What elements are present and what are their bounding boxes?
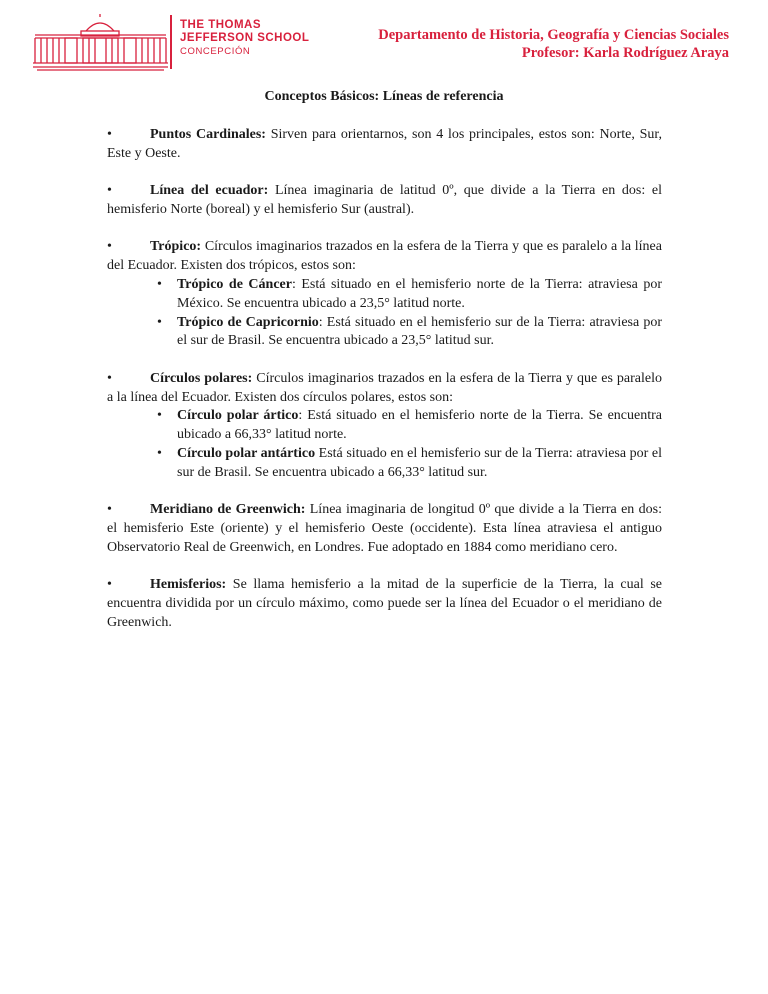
bullet-icon: • — [107, 183, 112, 199]
concept-definition: Sirven para orientarnos, son 4 los principales, estos son: Norte, Sur, Este y Oeste. — [107, 127, 663, 161]
concept-item — [107, 126, 662, 164]
sub-concept-definition: : Está situado en el hemisferio norte de la Tierra: atraviesa por México. Se encuentra ubicado a 23,5° latitud norte. — [177, 276, 662, 311]
sub-concept-definition: : Está situado en el hemisferio sur de la Tierra: atraviesa por el sur de Brasil. Se encuentra ubicado a 23,5° latitud sur. — [177, 314, 662, 349]
concept-item — [107, 238, 662, 351]
sub-concept-item — [157, 276, 662, 314]
department-name: Departamento de Historia, Geografía y Ciencias Sociales — [378, 27, 729, 43]
concept-item — [107, 501, 662, 557]
school-name — [180, 19, 309, 58]
bullet-icon: • — [107, 370, 112, 386]
concept-term: Línea del ecuador: — [150, 183, 269, 199]
concept-item — [107, 576, 662, 632]
sub-concept-item — [157, 314, 662, 352]
concept-term: Hemisferios: — [150, 577, 227, 593]
concept-term: Círculos polares: — [150, 370, 253, 386]
logo-divider — [170, 15, 172, 69]
sub-concept-term: Trópico de Capricornio — [177, 314, 319, 330]
bullet-icon: • — [107, 577, 112, 593]
department-header — [378, 26, 729, 62]
bullet-icon: • — [107, 239, 112, 255]
concept-term: Meridiano de Greenwich: — [150, 502, 306, 518]
school-city: CONCEPCIÓN — [180, 46, 251, 57]
sub-concept-item — [157, 445, 662, 483]
concept-term: Trópico: — [150, 239, 202, 255]
bullet-icon: • — [157, 276, 162, 292]
sub-concept-term: Círculo polar ártico — [177, 408, 299, 424]
concept-definition: Línea imaginaria de longitud 0º que divide a la Tierra en dos: el hemisferio Este (oriente) y el hemisferio Oeste (occidente). Esta línea atraviesa el antiguo Observatorio Real de Greenwich, en Londres. Fue adoptado en 1884 como meridiano cero. — [107, 502, 662, 555]
bullet-icon: • — [107, 502, 112, 518]
bullet-icon: • — [107, 127, 112, 142]
sub-concept-term: Círculo polar antártico — [177, 445, 316, 461]
concept-item — [107, 182, 662, 220]
sub-concept-list — [107, 407, 662, 482]
concept-definition: Se llama hemisferio a la mitad de la superficie de la Tierra, la cual se encuentra dividida por un círculo máximo, como puede ser la línea del Ecuador o el meridiano de Greenwich. — [107, 577, 662, 630]
school-logo-building — [33, 13, 168, 71]
sub-concept-list — [107, 276, 662, 351]
concept-definition: Círculos imaginarios trazados en la esfera de la Tierra y que es paralelo a la línea del Ecuador. Existen dos trópicos, estos son: — [107, 239, 662, 274]
sub-concept-definition: : Está situado en el hemisferio norte de la Tierra. Se encuentra ubicado a 66,33° latitud norte. — [177, 408, 663, 443]
teacher-name: Profesor: Karla Rodríguez Araya — [521, 45, 729, 61]
page-title: Conceptos Básicos: Líneas de referencia — [264, 89, 504, 104]
bullet-icon: • — [157, 314, 162, 330]
school-name-line2: JEFFERSON SCHOOL — [180, 32, 310, 44]
concept-list — [107, 126, 662, 651]
sub-concept-definition: Está situado en el hemisferio sur de la Tierra: atraviesa por el sur de Brasil. Se encuentra ubicado a 66,33° latitud sur. — [177, 445, 662, 480]
sub-concept-term: Trópico de Cáncer — [177, 276, 292, 292]
concept-term: Puntos Cardinales: — [150, 127, 266, 142]
bullet-icon: • — [157, 445, 162, 461]
bullet-icon: • — [157, 408, 162, 424]
school-name-line1: THE THOMAS — [180, 19, 262, 31]
sub-concept-item — [157, 407, 663, 445]
concept-definition: Línea imaginaria de latitud 0º, que divide a la Tierra en dos: el hemisferio Norte (boreal) y el hemisferio Sur (austral). — [107, 183, 663, 217]
concept-item — [107, 370, 662, 483]
concept-definition: Círculos imaginarios trazados en la esfera de la Tierra y que es paralelo a la línea del Ecuador. Existen dos círculos polares, estos son: — [107, 370, 663, 405]
